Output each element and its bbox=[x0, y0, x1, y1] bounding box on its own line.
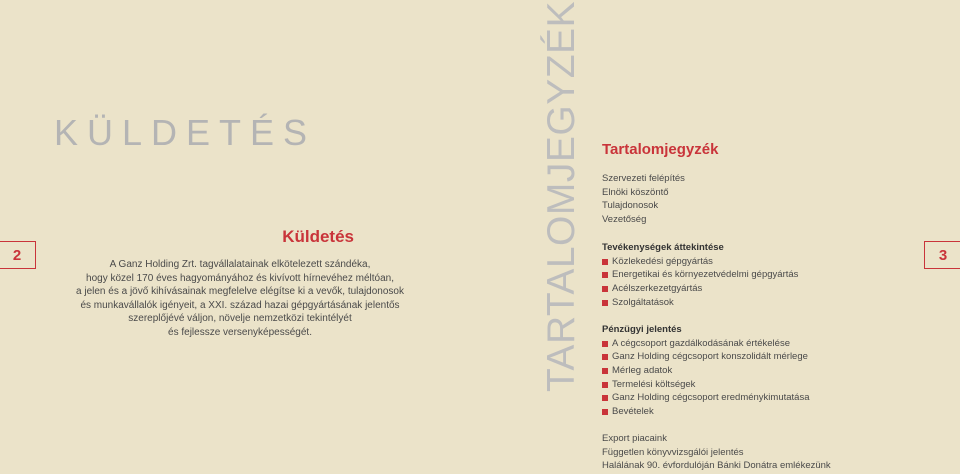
bullet-icon bbox=[602, 382, 608, 388]
toc-item[interactable] bbox=[602, 432, 922, 446]
toc-item-label: Ganz Holding cégcsoport konszolidált mérlege bbox=[612, 351, 808, 363]
mission-line: és fejlessze versenyképességét. bbox=[168, 326, 312, 338]
toc-item-label: Közlekedési gépgyártás bbox=[612, 255, 713, 267]
bullet-icon bbox=[602, 272, 608, 278]
toc-item-label: Halálának 90. évfordulóján Bánki Donátra emlékezünk bbox=[602, 460, 831, 472]
toc-item-label: Mérleg adatok bbox=[612, 365, 673, 377]
toc-item-label: Független könyvvizsgálói jelentés bbox=[602, 446, 744, 458]
toc-item[interactable] bbox=[602, 199, 922, 213]
toc-heading-label: Pénzügyi jelentés bbox=[602, 324, 682, 335]
toc-title: Tartalomjegyzék bbox=[602, 141, 719, 158]
mission-line: szereplőjévé váljon, növelje nemzetközi tekintélyét bbox=[128, 313, 352, 325]
toc-item[interactable] bbox=[602, 391, 922, 405]
toc-item[interactable] bbox=[602, 255, 922, 269]
toc-section-heading bbox=[602, 323, 922, 337]
bullet-icon bbox=[602, 300, 608, 306]
toc-item[interactable] bbox=[602, 446, 922, 460]
mission-line: A Ganz Holding Zrt. tagvállalatainak elkötelezett szándéka, bbox=[109, 259, 371, 270]
toc-item[interactable] bbox=[602, 296, 922, 310]
bullet-icon bbox=[602, 341, 608, 347]
toc-item-label: Bevételek bbox=[612, 406, 654, 418]
toc-item[interactable] bbox=[602, 268, 922, 282]
toc-item-label: Vezetőség bbox=[602, 214, 647, 226]
toc-item[interactable] bbox=[602, 186, 922, 200]
mission-line: és munkavállalók igényeit, a XXI. század hazai gépgyártásának jelentős bbox=[80, 299, 400, 311]
bullet-icon bbox=[602, 286, 608, 292]
bullet-icon bbox=[602, 354, 608, 360]
bullet-icon bbox=[602, 368, 608, 374]
toc-item-label: Elnöki köszöntő bbox=[602, 186, 669, 198]
mission-text bbox=[60, 258, 420, 340]
toc-item-label: Szolgáltatások bbox=[612, 296, 674, 308]
mission-heading: Küldetés bbox=[282, 227, 354, 246]
toc-item[interactable] bbox=[602, 378, 922, 392]
page-number-right: 3 bbox=[924, 241, 960, 269]
toc-item-label: Termelési költségek bbox=[612, 378, 696, 390]
toc-item[interactable] bbox=[602, 459, 922, 473]
toc-group-other bbox=[602, 432, 922, 473]
toc-group-financial bbox=[602, 323, 922, 419]
page-number-left: 2 bbox=[0, 241, 36, 269]
toc-item[interactable] bbox=[602, 350, 922, 364]
mission-line: hogy közel 170 éves hagyományához és kivívott hírnevéhez méltóan, bbox=[86, 272, 394, 284]
toc-heading-label: Tevékenységek áttekintése bbox=[602, 242, 724, 253]
toc-item[interactable] bbox=[602, 337, 922, 351]
toc-item-label: Acélszerkezetgyártás bbox=[612, 283, 703, 295]
toc-item-label: Energetikai és környezetvédelmi gépgyártás bbox=[612, 269, 799, 281]
toc-item-label: Ganz Holding cégcsoport eredménykimutatása bbox=[612, 392, 810, 404]
bullet-icon bbox=[602, 409, 608, 415]
section-title-kuldetes: KÜLDETÉS bbox=[54, 112, 317, 153]
toc-item[interactable] bbox=[602, 405, 922, 419]
toc-section-heading bbox=[602, 241, 922, 255]
toc-group-general bbox=[602, 172, 922, 227]
mission-line: a jelen és a jövő kihívásainak megfelelve elégítse ki a vevők, tulajdonosok bbox=[76, 286, 404, 298]
toc-item[interactable] bbox=[602, 213, 922, 227]
toc-item[interactable] bbox=[602, 364, 922, 378]
bullet-icon bbox=[602, 259, 608, 265]
toc-group-activities bbox=[602, 241, 922, 309]
toc-item[interactable] bbox=[602, 172, 922, 186]
toc-item-label: A cégcsoport gazdálkodásának értékelése bbox=[612, 337, 790, 349]
vertical-section-title: TARTALOMJEGYZÉK bbox=[540, 0, 583, 392]
toc-item-label: Export piacaink bbox=[602, 433, 667, 444]
toc-item-label: Szervezeti felépítés bbox=[602, 173, 685, 184]
toc-item-label: Tulajdonosok bbox=[602, 200, 659, 212]
toc-item[interactable] bbox=[602, 282, 922, 296]
bullet-icon bbox=[602, 395, 608, 401]
